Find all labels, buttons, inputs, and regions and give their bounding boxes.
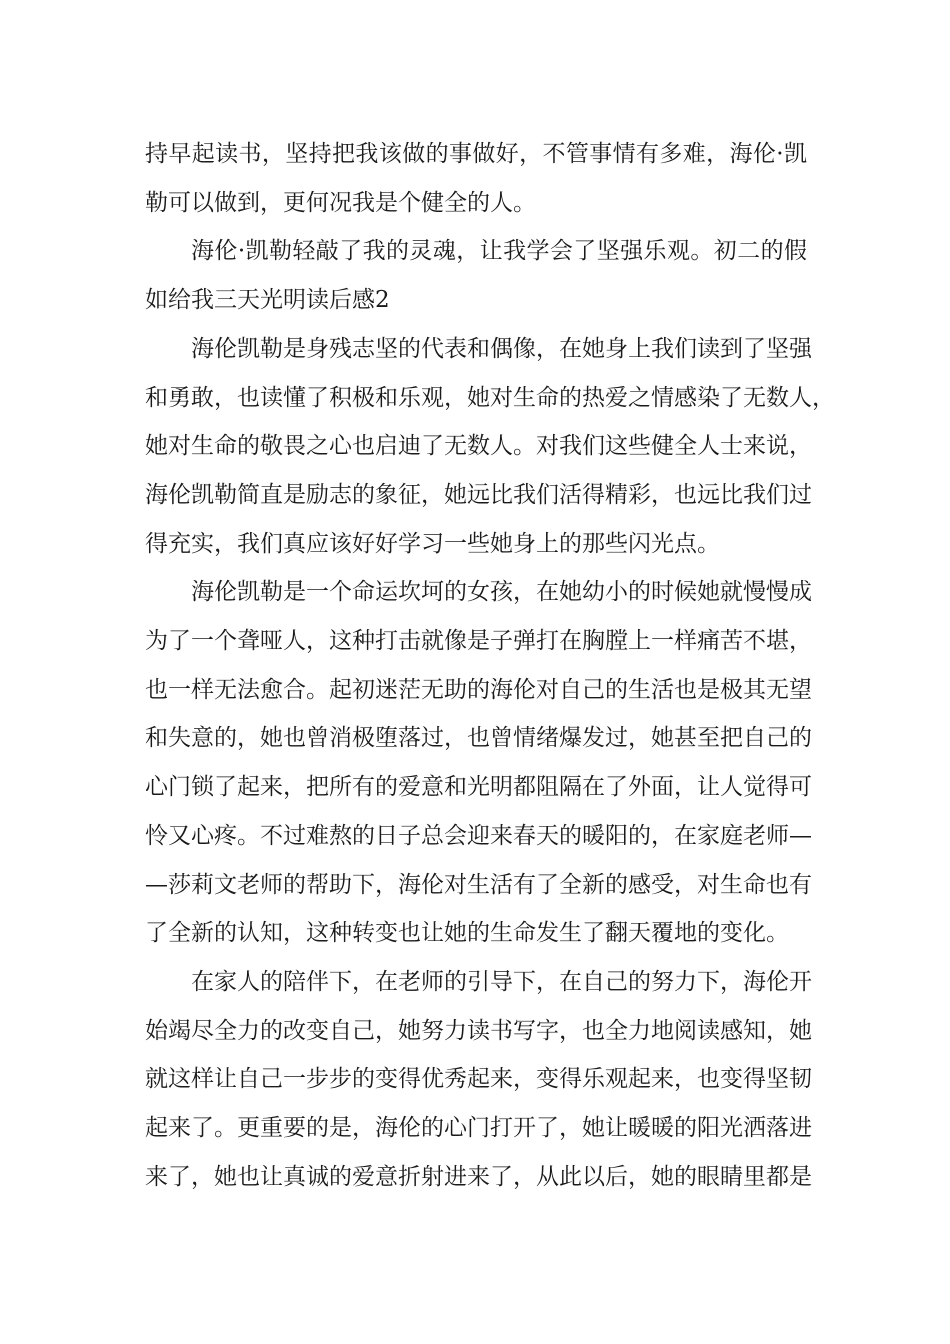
text-line: 如给我三天光明读后感2 <box>145 287 390 314</box>
paragraph-1 <box>145 130 815 227</box>
paragraph-4 <box>145 568 815 958</box>
text-line: 海伦凯勒是身残志坚的代表和偶像，在她身上我们读到了坚强 <box>191 335 812 362</box>
paragraph-5 <box>145 958 815 1202</box>
text-line: 起来了。更重要的是，海伦的心门打开了，她让暖暖的阳光洒落进 <box>145 1115 812 1142</box>
text-line: —莎莉文老师的帮助下，海伦对生活有了全新的感受，对生命也有 <box>145 871 812 898</box>
text-line: 海伦凯勒是一个命运坎坷的女孩，在她幼小的时候她就慢慢成 <box>191 579 812 606</box>
text-line: 持早起读书，坚持把我该做的事做好，不管事情有多难，海伦·凯 <box>145 141 807 167</box>
text-line: 得充实，我们真应该好好学习一些她身上的那些闪光点。 <box>145 530 720 557</box>
text-line: 和失意的，她也曾消极堕落过，也曾情绪爆发过，她甚至把自己的 <box>145 725 812 752</box>
text-line: 她对生命的敬畏之心也启迪了无数人。对我们这些健全人士来说， <box>145 433 812 460</box>
text-line: 海伦凯勒简直是励志的象征，她远比我们活得精彩，也远比我们过 <box>145 481 812 508</box>
paragraph-3 <box>145 325 835 569</box>
text-line: 海伦·凯勒轻敲了我的灵魂，让我学会了坚强乐观。初二的假 <box>191 238 807 265</box>
text-line: 怜又心疼。不过难熬的日子总会迎来春天的暖阳的，在家庭老师— <box>145 822 812 849</box>
text-line: 为了一个聋哑人，这种打击就像是子弹打在胸膛上一样痛苦不堪， <box>145 628 812 655</box>
text-line: 来了，她也让真诚的爱意折射进来了，从此以后，她的眼睛里都是 <box>145 1163 812 1190</box>
text-line: 就这样让自己一步步的变得优秀起来，变得乐观起来，也变得坚韧 <box>145 1066 812 1093</box>
text-line: 勒可以做到，更何况我是个健全的人。 <box>145 189 536 216</box>
text-line: 了全新的认知，这种转变也让她的生命发生了翻天覆地的变化。 <box>145 920 789 947</box>
paragraph-2 <box>145 227 815 324</box>
document-body <box>145 130 835 1201</box>
text-line: 始竭尽全力的改变自己，她努力读书写字，也全力地阅读感知，她 <box>145 1017 812 1044</box>
text-line: 心门锁了起来，把所有的爱意和光明都阻隔在了外面，让人觉得可 <box>145 774 812 801</box>
text-line: 在家人的陪伴下，在老师的引导下，在自己的努力下，海伦开 <box>191 968 812 995</box>
text-line: 和勇敢，也读懂了积极和乐观，她对生命的热爱之情感染了无数人， <box>145 384 835 411</box>
text-line: 也一样无法愈合。起初迷茫无助的海伦对自己的生活也是极其无望 <box>145 676 812 703</box>
